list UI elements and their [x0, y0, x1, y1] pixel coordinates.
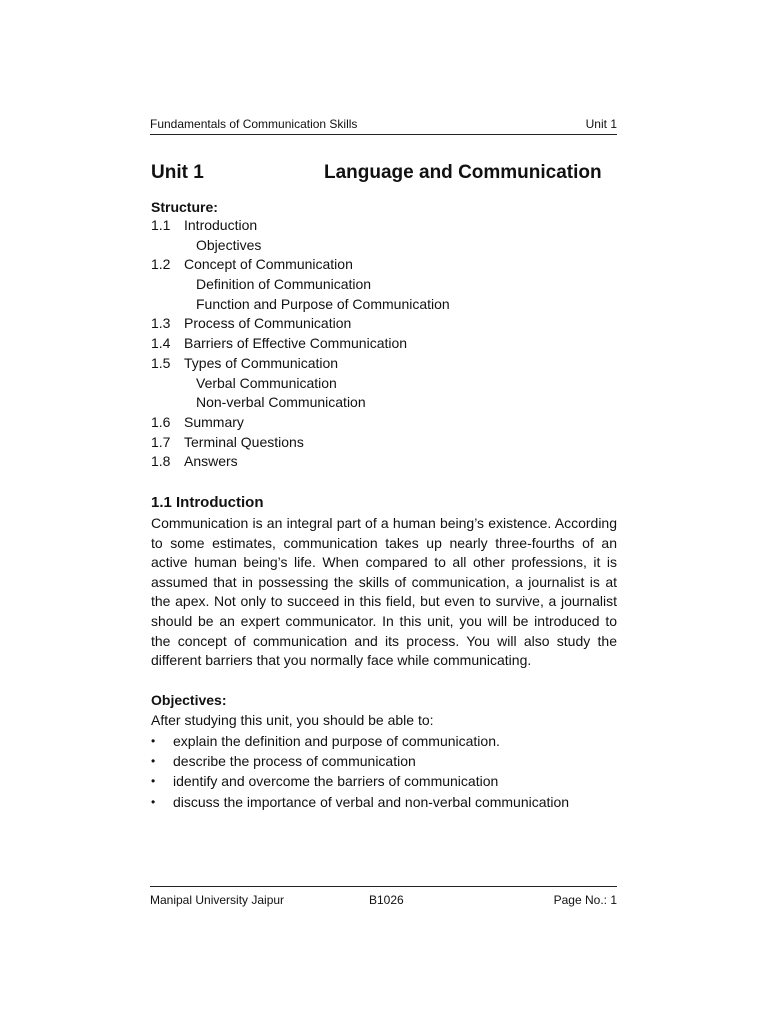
structure-item-label: Summary — [184, 413, 244, 430]
structure-item-label: Objectives — [196, 236, 262, 253]
structure-item-number: 1.5 — [151, 354, 171, 371]
structure-item-label: Types of Communication — [184, 354, 339, 371]
objective-item — [151, 751, 621, 771]
objective-text: explain the definition and purpose of communication. — [173, 733, 500, 749]
objective-item — [151, 731, 621, 751]
structure-item-label: Barriers of Effective Communication — [184, 335, 408, 352]
structure-item — [151, 236, 621, 256]
structure-item-label: Definition of Communication — [196, 276, 372, 293]
page-footer — [150, 886, 617, 911]
objective-item — [151, 792, 621, 812]
header-unit: Unit 1 — [585, 117, 617, 131]
structure-item-label: Process of Communication — [184, 315, 352, 332]
bullet-icon: • — [151, 734, 156, 748]
structure-item — [151, 433, 621, 453]
unit-title: Language and Communication — [324, 162, 602, 183]
header-title: Fundamentals of Communication Skills — [150, 117, 358, 131]
objectives-intro: After studying this unit, you should be able to: — [151, 712, 434, 728]
objectives-heading: Objectives: — [151, 692, 227, 708]
structure-item-label: Verbal Communication — [196, 374, 337, 391]
structure-item-label: Function and Purpose of Communication — [196, 295, 450, 312]
structure-item-label: Concept of Communication — [184, 256, 353, 273]
structure-item — [151, 275, 621, 295]
structure-item — [151, 413, 621, 433]
structure-item — [151, 374, 621, 394]
footer-code: B1026 — [369, 893, 404, 907]
structure-item — [151, 216, 621, 236]
objectives-list — [151, 731, 621, 812]
structure-item-number: 1.6 — [151, 413, 171, 430]
running-header — [150, 117, 617, 135]
structure-item — [151, 255, 621, 275]
structure-item — [151, 393, 621, 413]
bullet-icon: • — [151, 754, 156, 769]
structure-item — [151, 354, 621, 374]
structure-list — [151, 216, 621, 472]
bullet-icon: • — [151, 794, 156, 809]
introduction-paragraph: Communication is an integral part of a human being’s existence. According to some estimates, communication takes up nearly three-fourths of an active human being’s life. When compared to all other professions, it is assumed that in possessing the skills of communication, a journalist is at the apex. Not only to succeed in this field, but even to survive, a journalist should be an expert communicator. In this unit, you will be introduced to the concept of communication and its process. You will also study the different barriers that you normally face while communicating. — [151, 515, 617, 669]
unit-number: Unit 1 — [151, 162, 204, 183]
footer-university: Manipal University Jaipur — [150, 893, 285, 907]
structure-item-number: 1.3 — [151, 315, 171, 332]
objective-text: describe the process of communication — [173, 753, 416, 770]
structure-item-label: Introduction — [184, 217, 258, 233]
structure-item-number: 1.4 — [151, 335, 171, 352]
structure-item-number: 1.2 — [151, 256, 171, 273]
structure-item-number: 1.7 — [151, 433, 171, 450]
footer-page-number: Page No.: 1 — [553, 893, 617, 907]
structure-item — [151, 334, 621, 354]
structure-item — [151, 295, 621, 315]
structure-item-number: 1.8 — [151, 453, 171, 470]
structure-item-label: Answers — [184, 453, 238, 470]
structure-item-label: Terminal Questions — [184, 433, 304, 450]
structure-item — [151, 452, 621, 472]
section-heading: 1.1 Introduction — [151, 494, 264, 511]
objective-text: discuss the importance of verbal and non-verbal communication — [173, 793, 570, 810]
structure-item-number: 1.1 — [151, 217, 171, 233]
structure-item-label: Non-verbal Communication — [196, 394, 366, 411]
objective-item — [151, 771, 621, 791]
objective-text: identify and overcome the barriers of communication — [173, 773, 499, 790]
structure-heading: Structure: — [151, 199, 218, 215]
structure-item — [151, 314, 621, 334]
bullet-icon: • — [151, 774, 156, 789]
